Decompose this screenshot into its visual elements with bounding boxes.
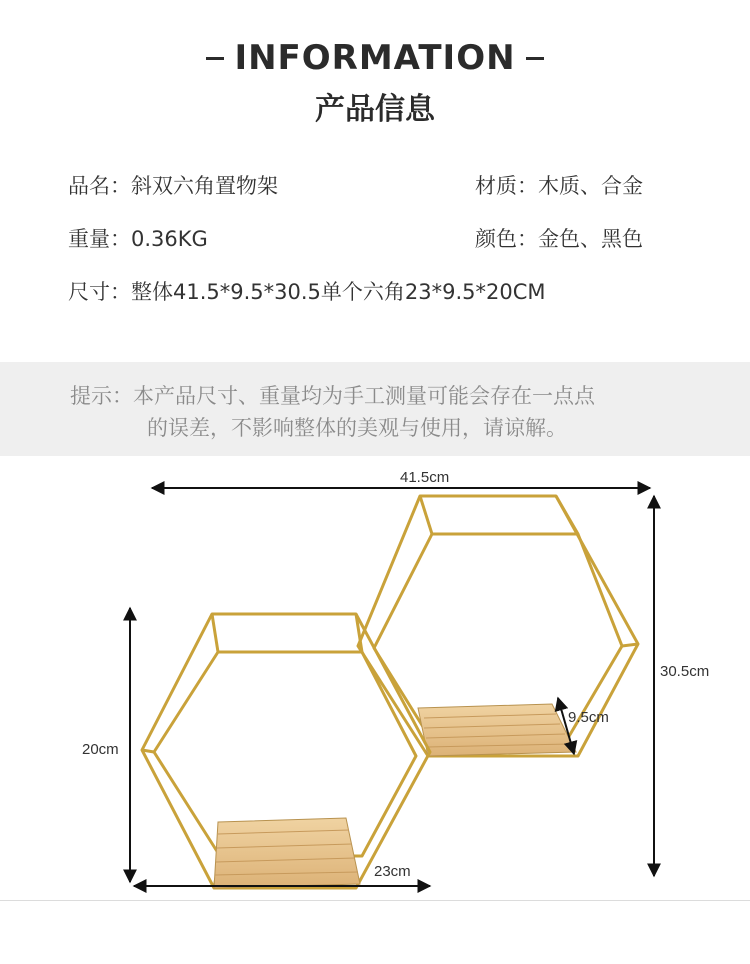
info-color: 颜色：金色、黑色: [475, 227, 643, 251]
width-total-label: 41.5cm: [400, 469, 450, 486]
depth-label: 9.5cm: [568, 709, 609, 726]
hex-width-label: 23cm: [374, 863, 411, 880]
notice-line-2: 的误差，不影响整体的美观与使用，请谅解。: [147, 416, 567, 440]
info-material: 材质：木质、合金: [475, 174, 643, 198]
right-wood-board: [418, 704, 576, 756]
info-name: 品名：斜双六角置物架: [68, 174, 278, 198]
title-en: INFORMATION: [234, 38, 516, 78]
shelf-illustration: [0, 456, 750, 960]
info-weight: 重量：0.36KG: [68, 227, 208, 251]
hex-height-label: 20cm: [82, 741, 119, 758]
info-size: 尺寸：整体41.5*9.5*30.5单个六角23*9.5*20CM: [68, 280, 546, 304]
height-total-label: 30.5cm: [660, 663, 710, 680]
notice-box: [0, 362, 750, 456]
title-dash-left: [206, 57, 224, 60]
left-wood-board: [214, 818, 360, 888]
notice-line-1: 提示：本产品尺寸、重量均为手工测量可能会存在一点点: [70, 384, 595, 408]
header: [0, 38, 750, 128]
product-diagram: [0, 456, 750, 960]
bottom-divider: [0, 900, 750, 901]
title-dash-right: [526, 57, 544, 60]
title-cn: 产品信息: [315, 92, 435, 127]
title-row: [0, 38, 750, 78]
